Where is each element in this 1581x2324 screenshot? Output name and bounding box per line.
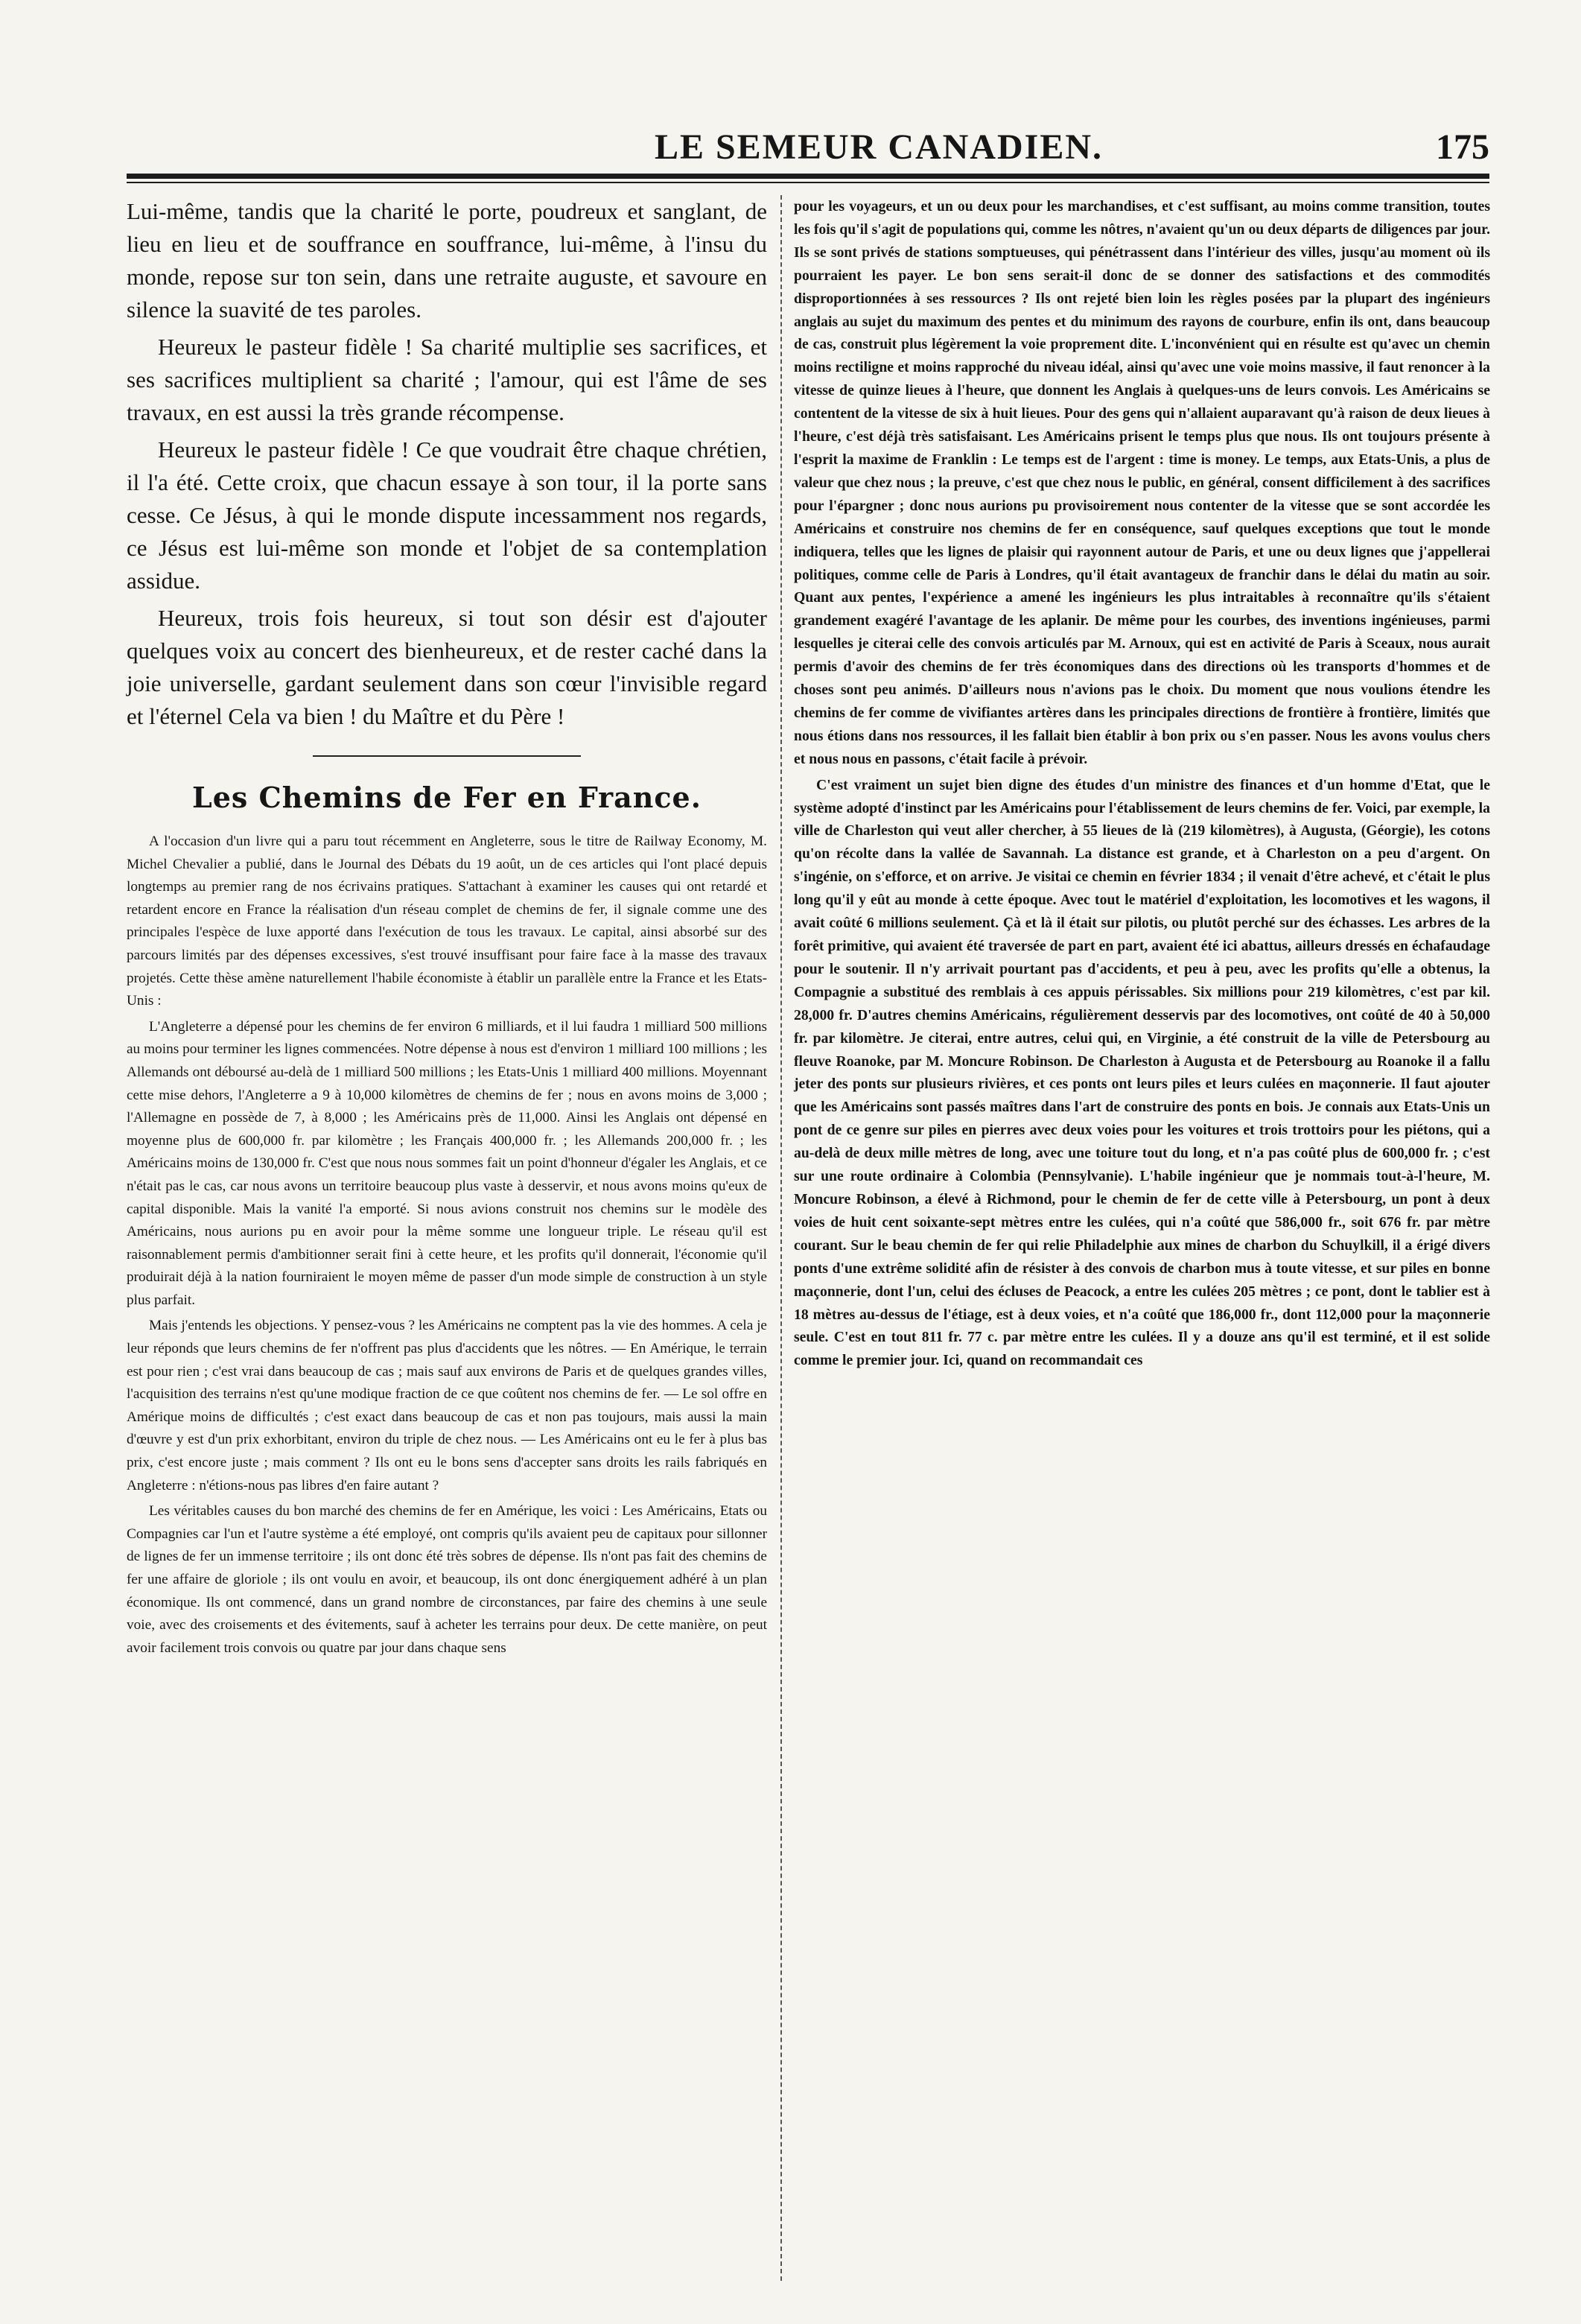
column-divider (780, 195, 782, 2281)
paragraph: pour les voyageurs, et un ou deux pour les marchandises, et c'est suffisant, au moins comme transition, toutes les fois qu'il s'agit de populations qui, comme les nôtres, n'avaient qu'un ou deux départs de diligences par jour. Ils se sont privés de stations somptueuses, qui pénétrassent dans l'intérieur des villes, jusqu'au moment où ils pourraient les payer. Le bon sens serait-il donc de se donner des satisfactions et des commodités disproportionnées à ses ressources ? Ils ont rejeté bien loin les règles posées par la plupart des ingénieurs anglais au sujet du maximum des pentes et du minimum des rayons de courbure, enfin ils ont, dans beaucoup de cas, construit plus légèrement la voie proprement dite. L'inconvénient qui en résulte est qu'avec un chemin moins rectiligne et moins rapproché du niveau idéal, ainsi qu'avec une voie moins massive, il faut renoncer à la vitesse de quinze lieues à l'heure, que donnent les Anglais à quelques-uns de leurs convois. Les Américains se contentent de la vitesse de six à huit lieues. Pour des gens qui n'allaient auparavant qu'à raison de deux lieues à l'heure, c'est déjà très satisfaisant. Les Américains prisent le temps plus que nous. Ils ont toujours présente à l'esprit la maxime de Franklin : Le temps est de l'argent : time is money. Le temps, aux Etats-Unis, a plus de valeur que chez nous ; la preuve, c'est que chez nous le public, en général, consent difficilement à des sacrifices pour l'épargner ; donc nous aurions pu provisoirement nous contenter de la vitesse que se sont accordée les Américains et construire nos chemins de fer en conséquence, sauf quelques exceptions que tout le monde indiquera, telles que les lignes de plaisir qui rayonnent autour de Paris, et une ou deux lignes que j'appellerai politiques, comme celle de Paris à Londres, qu'il était avantageux de franchir dans le délai du matin au soir. Quant aux pentes, l'expérience a amené les ingénieurs les plus intraitables à reconnaître qu'ils s'étaient grandement exagéré l'avantage de les aplanir. De même pour les courbes, des inventions ingénieuses, parmi lesquelles je citerai celle des convois articulés par M. Arnoux, qui est en activité de Paris à Sceaux, nous aurait permis d'avoir des chemins de fer très économiques dans des directions où les transports d'hommes et de choses sont peu animés. D'ailleurs nous n'avions pas le choix. Du moment que nous voulions étendre les chemins de fer comme de vivifiantes artères dans les principales directions de frontière à frontière, limités que nous étions dans nos ressources, il les fallait bien établir à bon prix ou s'en passer. Nous les avons voulus chers et nous nous en passons, c'était facile à prévoir. (794, 198, 1490, 767)
page-number: 175 (1436, 127, 1489, 167)
header-rule-thick (127, 174, 1489, 179)
left-column (127, 195, 767, 1663)
paragraph: C'est vraiment un sujet bien digne des études d'un ministre des finances et d'un homme d'Etat, que le système adopté d'instinct par les Américains pour l'établissement de leurs chemins de fer. Voici, par exemple, la ville de Charleston qui veut aller chercher, à 55 lieues de là (219 kilomètres), à Augusta, (Géorgie), les cotons qu'on récolte dans la vallée de Savannah. La distance est grande, et à Charleston on a peu d'argent. On s'ingénie, on s'efforce, et on arrive. Je visitai ce chemin en février 1834 ; il venait d'être achevé, et c'était le plus long qu'il y eût au monde à cette époque. Avec tout le matériel d'exploitation, les locomotives et les wagons, il avait coûté 6 millions seulement. Çà et là il était sur pilotis, ou plutôt perché sur des échasses. Les arbres de la forêt primitive, qui avaient été traversée de part en part, avaient été ici abattus, ailleurs dressés en échafaudage pour le soutenir. Il n'y arrivait pourtant pas d'accidents, et peu à peu, avec les profits qu'elle a obtenus, la Compagnie a substitué des remblais à ces appuis périssables. Six millions pour 219 kilomètres, c'est par kil. 28,000 fr. D'autres chemins Américains, régulièrement desservis par des locomotives, ont coûté de 40 à 50,000 fr. par kilomètre. Je citerai, entre autres, celui qui, en Virginie, a été construit de la ville de Petersbourg au fleuve Roanoke, par M. Moncure Robinson. De Charleston à Augusta et de Petersbourg au Roanoke il a fallu jeter des ponts sur plusieurs rivières, et ces ponts ont leurs piles et leurs culées en maçonnerie. Il faut ajouter que les Américains sont passés maîtres dans l'art de construire des ponts en bois. Je connais aux Etats-Unis un pont de ce genre sur piles en pierres avec deux voies pour les voitures et trois trottoirs pour les piétons, qui a au-delà de deux mille mètres de long, avec une toiture tout du long, et n'a pas coûté plus de 600,000 fr. ; c'est sur une route ordinaire à Colombia (Pennsylvanie). L'habile ingénieur que je nommais tout-à-l'heure, M. Moncure Robinson, a élevé à Richmond, pour le chemin de fer de cette ville à Petersbourg, un pont à deux voies de huit cent soixante-sept mètres entre les culées, qui n'a coûté que 586,000 fr., soit 676 fr. par mètre courant. Sur le beau chemin de fer qui relie Philadelphie aux mines de charbon du Schuylkill, il a érigé divers ponts d'une extrême solidité afin de résister à des convois de charbon mus à toute vitesse, et sur piles en bonne maçonnerie, dont l'un, celui des écluses de Peacock, a entre les culées 205 mètres ; ce pont, dont le tablier est à 18 mètres au-dessus de l'étiage, est à deux voies, et n'a coûté que 186,000 fr., dont 112,000 pour la maçonnerie seule. C'est en tout 811 fr. 77 c. par mètre entre les culées. Il y a douze ans qu'il est terminé, et il est solide comme le premier jour. Ici, quand on recommandait ces (794, 776, 1490, 1369)
page-header (127, 127, 1489, 171)
paragraph: Mais j'entends les objections. Y pensez-vous ? les Américains ne comptent pas la vie des hommes. A cela je leur réponds que leurs chemins de fer n'offrent pas plus d'accidents que les nôtres. — En Amérique, le terrain est pour rien ; c'est vrai dans beaucoup de cas ; mais sauf aux environs de Paris et de quelques grandes villes, l'acquisition des terrains n'est qu'une modique fraction de ce que coûtent nos chemins de fer. — Le sol offre en Amérique moins de difficultés ; c'est exact dans beaucoup de cas et non pas toujours, mais aussi la main d'œuvre y est d'un prix exhorbitant, environ du triple de chez nous. — Les Américains ont eu le fer à plus bas prix, c'est encore juste ; mais comment ? Ils ont eu le bons sens d'accepter sans droits les rails fabriqués en Angleterre : n'étions-nous pas libres d'en faire autant ? (127, 1318, 767, 1493)
paragraph: Lui-même, tandis que la charité le porte, poudreux et sanglant, de lieu en lieu et de souffrance en souffrance, lui-même, à l'insu du monde, repose sur ton sein, dans une retraite auguste, et savoure en silence la suavité de tes paroles. (127, 198, 767, 323)
article-title: Les Chemins de Fer en France. (192, 781, 702, 814)
paragraph: Heureux, trois fois heureux, si tout son désir est d'ajouter quelques voix au concert des bienheureux, et de rester caché dans la joie universelle, gardant seulement dans son cœur l'invisible regard et l'éternel Cela va bien ! du Maître et du Père ! (127, 605, 767, 729)
header-rule-thin (127, 182, 1489, 183)
right-column (794, 195, 1490, 1375)
paragraph: Les véritables causes du bon marché des chemins de fer en Amérique, les voici : Les Américains, Etats ou Compagnies car l'un et l'autre système a été employé, ont compris qu'ils avaient peu de capitaux pour sillonner de lignes de fer un immense territoire ; ils ont donc été très sobres de dépense. Ils n'ont pas fait des chemins de fer une affaire de gloriole ; ils ont voulu en avoir, et beaucoup, ils ont donc énergiquement adhéré à un plan économique. Ils ont commencé, dans un grand nombre de circonstances, par faire des chemins à une seule voie, avec des croisements et des évitements, sauf à acheter les terrains pour deux. De cette manière, on peut avoir facilement trois convois ou quatre par jour dans chaque sens (127, 1503, 767, 1656)
paragraph: Heureux le pasteur fidèle ! Sa charité multiplie ses sacrifices, et ses sacrifices multiplient sa charité ; l'amour, qui est l'âme de ses travaux, en est aussi la très grande récompense. (127, 334, 767, 425)
section-divider (313, 755, 581, 757)
paragraph: A l'occasion d'un livre qui a paru tout récemment en Angleterre, sous le titre de Railway Economy, M. Michel Chevalier a publié, dans le Journal des Débats du 19 août, un de ces articles qui l'ont placé depuis longtemps au premier rang de nos écrivains pratiques. S'attachant à examiner les causes qui ont retardé et retardent encore en France la réalisation d'un réseau complet de chemins de fer, il signale comme une des principales l'espèce de luxe apporté dans l'exécution de tous les travaux. Le capital, ainsi absorbé sur des parcours limités par des dépenses excessives, s'est trouvé insuffisant pour faire face à la masse des travaux projetés. Cette thèse amène naturellement l'habile économiste à établir un parallèle entre la France et les Etats-Unis : (127, 834, 767, 1009)
running-title: LE SEMEUR CANADIEN. (654, 127, 1104, 167)
paragraph: L'Angleterre a dépensé pour les chemins de fer environ 6 milliards, et il lui faudra 1 milliard 500 millions au moins pour terminer les lignes commencées. Notre dépense à nous est d'environ 1 milliard 100 millions ; les Allemands ont déboursé au-delà de 1 milliard 500 millions ; les Etats-Unis 1 milliard 400 millions. Moyennant cette mise dehors, l'Angleterre a 9 à 10,000 kilomètres de chemins de fer ; nous en avons moins de 3,000 ; l'Allemagne en possède de 7, à 8,000 ; les Américains près de 11,000. Ainsi les Anglais ont dépensé en moyenne plus de 600,000 fr. par kilomètre ; les Français 400,000 fr. ; les Allemands 200,000 fr. ; les Américains moins de 130,000 fr. C'est que nous nous sommes fait un point d'honneur d'égaler les Anglais, et ce n'était pas le cas, car nous avons un territoire beaucoup plus vaste à desservir, et nous avons moins qu'eux de capital disponible. Mais la vanité l'a emporté. Si nous avions construit nos chemins sur le modèle des Américains, nous aurions pu en avoir pour la même somme une longueur triple. Le réseau qu'il est raisonnablement permis d'ambitionner serait fini à cette heure, et les profits qu'il donnerait, l'économie qu'il produirait déjà à la nation fourniraient le moyen même de passer d'un mode simple de construction à un style plus parfait. (127, 1018, 767, 1308)
paragraph: Heureux le pasteur fidèle ! Ce que voudrait être chaque chrétien, il l'a été. Cette croix, que chacun essaye à son tour, il la porte sans cesse. Ce Jésus, à qui le monde dispute incessamment nos regards, ce Jésus est lui-même son monde et l'objet de sa contemplation assidue. (127, 436, 767, 594)
